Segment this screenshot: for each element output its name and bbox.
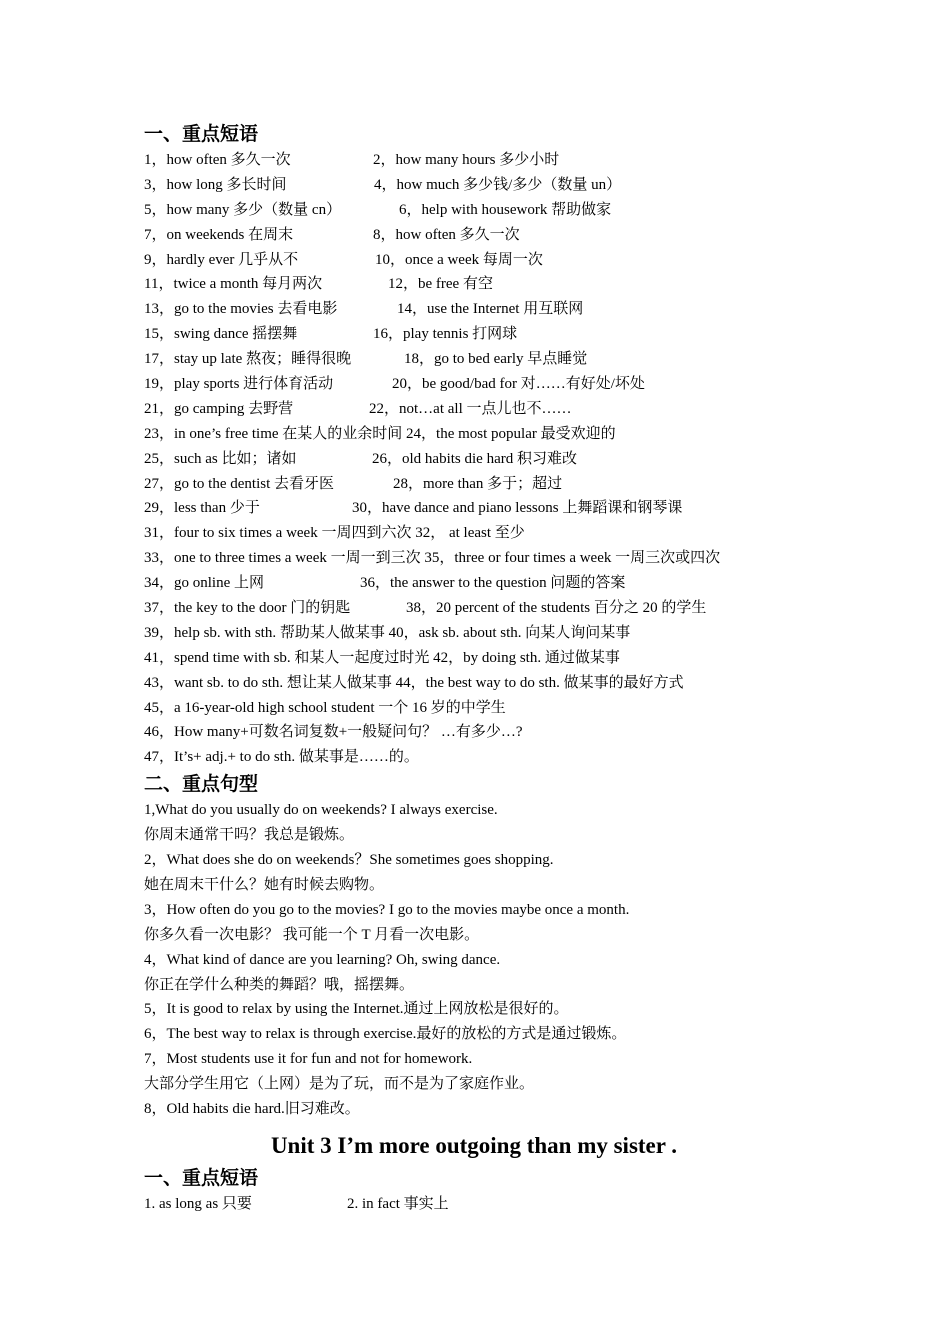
phrase-item: 26，old habits die hard 积习难改 (372, 450, 577, 467)
section-heading-key-sentences: 二、重点句型 (144, 773, 259, 796)
phrase-item: 9，hardly ever 几乎从不 (144, 251, 299, 268)
sentence-line: 大部分学生用它（上网）是为了玩，而不是为了家庭作业。 (144, 1076, 535, 1093)
phrase-item: 17，stay up late 熬夜；睡得很晚 (144, 351, 352, 368)
phrase-item: 1，how often 多久一次 (144, 152, 291, 168)
phrase-row (144, 1192, 844, 1217)
phrase-item: 37，the key to the door 门的钥匙 (144, 600, 351, 617)
phrase-item: 19，play sports 进行体育活动 (144, 376, 334, 393)
phrase-row (144, 397, 844, 422)
sentence-line: 5，It is good to relax by using the Internet.通过上网放松是很好的。 (144, 1001, 569, 1018)
phrase-item: 47，It’s+ adj.+ to do sth. 做某事是……的。 (144, 749, 419, 766)
phrase-item: 41，spend time with sb. 和某人一起度过时光 42，by doing sth. 通过做某事 (144, 649, 620, 666)
phrase-item: 3，how long 多长时间 (144, 176, 287, 193)
phrase-row (144, 696, 844, 721)
key-phrases-list (144, 148, 844, 770)
sentence-line: 1,What do you usually do on weekends? I always exercise. (144, 802, 498, 819)
phrase-row (144, 646, 844, 671)
phrase-item: 38，20 percent of the students 百分之 20 的学生 (406, 600, 707, 617)
phrase-item: 11，twice a month 每月两次 (144, 276, 323, 293)
sentence-line: 8，Old habits die hard.旧习难改。 (144, 1100, 360, 1117)
phrase-row (144, 372, 844, 397)
phrase-item: 15，swing dance 摇摆舞 (144, 326, 298, 343)
phrase-row (144, 173, 844, 198)
phrase-row (144, 596, 844, 621)
phrase-row (144, 198, 844, 223)
sentence-line: 她在周末干什么？她有时候去购物。 (144, 876, 385, 893)
phrase-item: 29，less than 少于 (144, 500, 260, 517)
section-heading-key-phrases: 一、重点短语 (144, 123, 259, 145)
phrase-item: 10，once a week 每周一次 (375, 251, 543, 268)
phrase-item: 2，how many hours 多少小时 (373, 152, 560, 168)
sentence-line: 6，The best way to relax is through exercise.最好的放松的方式是通过锻炼。 (144, 1026, 627, 1043)
phrase-item: 2. in fact 事实上 (347, 1195, 449, 1212)
phrase-item: 12，be free 有空 (388, 276, 493, 293)
unit3-section-heading-key-phrases: 一、重点短语 (144, 1166, 259, 1189)
phrase-item: 14，use the Internet 用互联网 (397, 301, 584, 318)
sentence-line: 4，What kind of dance are you learning? Oh, swing dance. (144, 951, 501, 968)
phrase-item: 31，four to six times a week 一周四到六次 32， at least 至少 (144, 525, 525, 542)
phrase-row (144, 745, 844, 770)
phrase-item: 7，on weekends 在周末 (144, 226, 294, 243)
sentence-line: 7，Most students use it for fun and not for homework. (144, 1051, 473, 1068)
phrase-item: 27，go to the dentist 去看牙医 (144, 475, 334, 492)
phrase-item: 18，go to bed early 早点睡觉 (404, 351, 588, 368)
phrase-item: 43，want sb. to do sth. 想让某人做某事 44，the best way to do sth. 做某事的最好方式 (144, 674, 684, 691)
phrase-row (144, 671, 844, 696)
phrase-row (144, 472, 844, 497)
phrase-item: 46，How many+可数名词复数+一般疑问句？ …有多少…? (144, 724, 523, 741)
sentence-line: 你正在学什么种类的舞蹈？哦，摇摆舞。 (144, 976, 415, 993)
phrase-item: 28，more than 多于；超过 (393, 475, 563, 492)
phrase-row (144, 521, 844, 546)
phrase-item: 25，such as 比如；诸如 (144, 450, 297, 467)
phrase-row (144, 223, 844, 248)
unit-title: Unit 3 I’m more outgoing than my sister . (270, 1132, 678, 1158)
phrase-item: 34，go online 上网 (144, 575, 264, 592)
phrase-item: 6，help with housework 帮助做家 (399, 201, 612, 218)
phrase-item: 23，in one’s free time 在某人的业余时间 24，the most popular 最受欢迎的 (144, 425, 616, 442)
sentence-line: 你周末通常干吗？我总是锻炼。 (144, 827, 355, 844)
sentence-line: 2，What does she do on weekends？She sometimes goes shopping. (144, 852, 554, 869)
phrase-item: 16，play tennis 打网球 (373, 326, 518, 343)
sentence-line: 你多久看一次电影？ 我可能一个 T 月看一次电影。 (144, 926, 480, 943)
phrase-row (144, 272, 844, 297)
phrase-row (144, 546, 844, 571)
phrase-row (144, 422, 844, 447)
phrase-item: 36，the answer to the question 问题的答案 (360, 575, 626, 592)
phrase-item: 5，how many 多少（数量 cn） (144, 201, 342, 218)
phrase-row (144, 496, 844, 521)
phrase-item: 8，how often 多久一次 (373, 226, 520, 243)
phrase-row (144, 621, 844, 646)
phrase-item: 13，go to the movies 去看电影 (144, 301, 338, 318)
phrase-row (144, 720, 844, 745)
phrase-item: 39，help sb. with sth. 帮助某人做某事 40，ask sb. about sth. 向某人询问某事 (144, 624, 631, 641)
unit3-key-phrases-list (144, 1192, 844, 1217)
phrase-item: 21，go camping 去野营 (144, 400, 294, 417)
phrase-row (144, 248, 844, 273)
phrase-row (144, 447, 844, 472)
phrase-row (144, 148, 844, 173)
phrase-item: 20，be good/bad for 对……有好处/坏处 (392, 376, 645, 393)
phrase-item: 1. as long as 只要 (144, 1195, 252, 1212)
phrase-row (144, 347, 844, 372)
phrase-item: 30，have dance and piano lessons 上舞蹈课和钢琴课 (352, 500, 683, 517)
key-sentences-list (144, 798, 844, 1122)
phrase-row (144, 571, 844, 596)
phrase-row (144, 297, 844, 322)
phrase-item: 33，one to three times a week 一周一到三次 35，three or four times a week 一周三次或四次 (144, 550, 721, 567)
document-page (144, 120, 844, 1217)
phrase-item: 4，how much 多少钱/多少（数量 un） (374, 176, 622, 193)
phrase-row (144, 322, 844, 347)
phrase-item: 45，a 16-year-old high school student 一个 16 岁的中学生 (144, 699, 506, 716)
sentence-line: 3，How often do you go to the movies? I go to the movies maybe once a month. (144, 901, 630, 918)
phrase-item: 22，not…at all 一点儿也不…… (369, 400, 572, 417)
